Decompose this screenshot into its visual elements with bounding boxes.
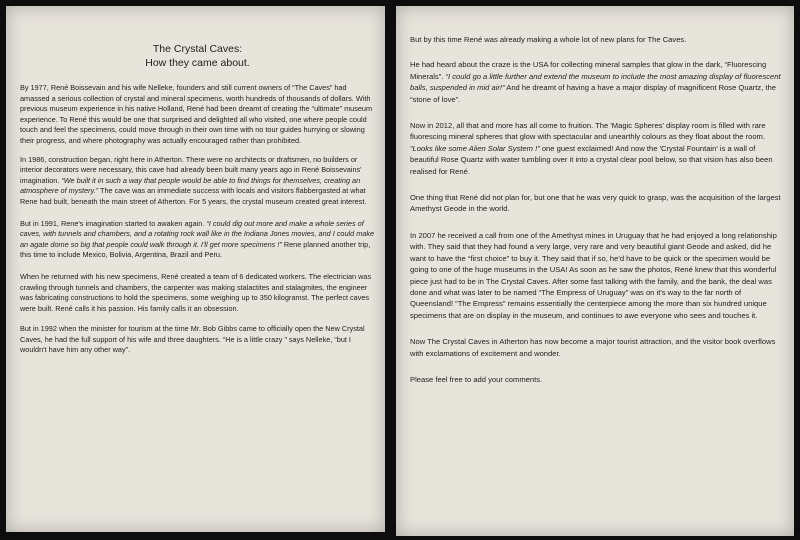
paragraph [410,34,782,45]
body-text: And he dreamt of having a have a major display of magnificent Rose Quartz, the “stone of love”. [410,83,776,104]
panel-title: The Crystal Caves: [152,43,243,55]
body-text: Please feel free to add your comments. [410,374,543,384]
body-text: But by this time René was already making a whole lot of new plans for The Caves. [410,35,687,44]
body-text: In 2007 he received a call from one of the Amethyst mines in Uruguay that he had enjoyed a long relationship with. They said that they had found a very large, very rare and very beautiful giant Geode and asked, did he want to have the “first choice” to buy it. They said that if so, he'd have to be quick or the specimen would be going to one of the huge museums in the USA! As soon as he saw the photos, René knew that this wonderful piece just had to be in The Crystal Caves. After some fast talking with the family, and the bank, the deal was done and what was later to be named “The Empress of Uruguay” was on it's way to the far north of Queensland! “The Empress” remains essentially the centerpiece among the more than six hundred unique specimens that are on display in the museum, and continues to awe everyone who sees and touches it. [410,230,777,320]
body-text: In 1986, construction began, right here in Atherton. There were no architects or draftsmen, no builders or interior decorators were necessary, this cave had already been built many years ago in René Boissevains' imagination. [20,154,362,185]
quote-text: “I could dig out more and make a whole series of caves, with tunnels and chambers, and a rotating rock wall like in the Indiana Jones movies, and I could make an agate dome so big that people could walk through it. I'll get more specimens !” [20,218,375,249]
panel-subtitle: How they came about. [145,57,250,69]
body-text: Now in 2012, all that and more has all come to fruition. The 'Magic Spheres' display room is filled with rare fluorescing mineral spheres that glow with spectacular and unearthly colours as they float about the room. [410,121,766,142]
history-panel-right [396,6,794,536]
paragraph [20,83,375,147]
body-text: By 1977, René Boissevain and his wife Nelleke, founders and still current owners of “The Caves” had amassed a serious collection of crystal and mineral specimens, worth hundreds of thousands of dollars. With previous museum experience in his native Holland, René had been dreamt of creating the “ultimate” museum experience. To René this would be one that surprised and delighted all who visited, one where people could touch and feel the specimens, could move through in their own time with no tour guides hurrying or slowing their progress, and where photography was actually encouraged rather than prohibited. [20,83,373,145]
paragraph [410,59,782,105]
left-body [20,83,375,356]
history-panel-left [6,6,385,532]
paragraph [20,324,375,356]
paragraph [20,272,375,314]
body-text: One thing that René did not plan for, but one that he was very quick to grasp, was the acquisition of the largest Amethyst Geode in the world. [410,193,781,214]
paragraph [410,374,782,385]
paragraph [20,155,375,208]
body-text: Rene planned another trip, this time to include Mexico, Bolivia, Argentina, Brazil and Peru. [20,239,371,260]
paragraph [410,336,782,359]
paragraph [410,120,782,177]
body-text: He had heard about the craze is the USA for collecting mineral samples that glow in the dark, “Fluorescing Minerals”. [410,60,767,81]
body-text: But in 1992 when the minister for tourism at the time Mr. Bob Gibbs came to officially open the New Crystal Caves, he had the full support of his wife and three daughters. “He is a little crazy ” says Nelleke, “but I wouldn't have him any other way”. [20,324,365,355]
paragraph [410,192,782,215]
body-text: The cave was an immediate success with locals and visitors flabbergasted at what Rene had built, beneath the main street of Atherton. For 5 years, the crystal museum created great interest. [20,186,367,206]
paragraph [20,219,375,261]
paragraph [410,230,782,321]
quote-text: “Looks like some Alien Solar System !” [410,143,540,153]
quote-text: “We built it in such a way that people would be able to find things for themselves, creating an atmosphere of mystery.” [20,175,361,196]
body-text: Now The Crystal Caves in Atherton has now become a major tourist attraction, and the visitor book overflows with exclamations of excitement and wonder. [410,337,776,358]
quote-text: “I could go a little further and extend the museum to include the most amazing display of fluorescent balls, suspended in mid air!” [410,71,781,93]
body-text: one guest exclaimed! And now the 'Crystal Fountain' is a wall of beautiful Rose Quartz with water tumbling over it into a crystal clear pool below, so that vision has also been realised for René. [410,143,773,176]
body-text: When he returned with his new specimens, René created a team of 6 dedicated workers. The electrician was crawling through tunnels and chambers, the carpenter was making stalactites and stalagmites, the engineer was fabricating constructions to hold the specimens, some weighing up to 350 kilogramst. The perfect caves were built. René calls it his passion. His family calls it an obsession. [20,271,372,313]
body-text: But in 1991, Rene's imagination started to awaken again. [20,218,207,228]
